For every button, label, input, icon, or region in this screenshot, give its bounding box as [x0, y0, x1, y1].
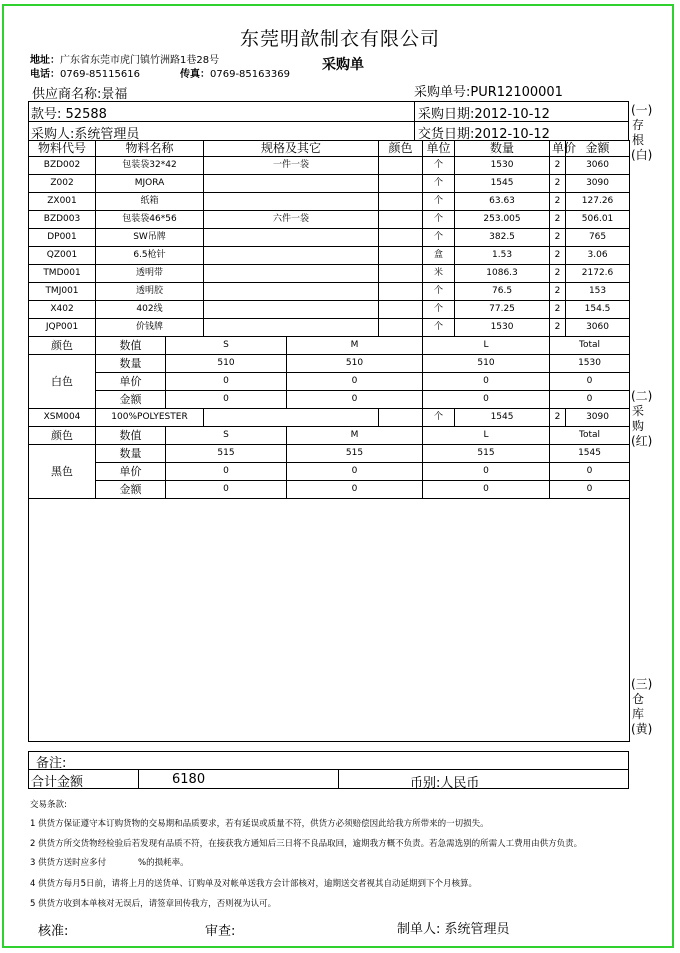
size-value-s: 0	[166, 391, 287, 409]
purchase-date-value: 2012-10-12	[474, 107, 550, 122]
item-spec	[204, 265, 379, 283]
doc-title: 采购单	[322, 57, 364, 73]
item-amount: 3060	[566, 157, 630, 175]
table-row	[29, 211, 630, 229]
col-qty: 数量	[455, 141, 550, 157]
delivery-date-label: 交货日期:	[418, 127, 475, 142]
item-unit: 个	[423, 211, 455, 229]
item-name: 价钱牌	[96, 319, 204, 337]
total-divider-1	[138, 769, 139, 789]
item-spec	[204, 301, 379, 319]
size-header-row	[29, 337, 630, 355]
total-label: 合计金额	[31, 775, 84, 790]
col-unit: 单位	[423, 141, 455, 157]
phone-value: 0769-85115616	[60, 69, 140, 80]
item-color	[379, 301, 423, 319]
style-no-value: 52588	[65, 107, 107, 122]
size-value-m: 0	[287, 373, 423, 391]
fax-line	[180, 65, 290, 80]
size-row-label: 单价	[96, 463, 166, 481]
size-row-label: 金额	[96, 481, 166, 499]
side-copy-2: (二)采购(红)	[631, 389, 653, 448]
item-spec	[204, 283, 379, 301]
item-qty: 1545	[455, 409, 550, 427]
size-row-label: 单价	[96, 373, 166, 391]
item-spec	[204, 229, 379, 247]
item-code: ZX001	[29, 193, 96, 211]
item-color	[379, 265, 423, 283]
size-value-l: 0	[423, 373, 550, 391]
item-name: 包装袋46*56	[96, 211, 204, 229]
purchase-date-label: 采购日期:	[418, 107, 475, 122]
item-code: TMJ001	[29, 283, 96, 301]
size-m: M	[287, 337, 423, 355]
total-amount: 6180	[172, 772, 206, 787]
size-value-total: 0	[550, 373, 630, 391]
term-1: 1 供货方保证遵守本订购货物的交易期和品质要求，若有延误或质量不符，供货方必须赔偿因此给我方所带来的一切损失。	[30, 819, 489, 829]
size-color-label: 颜色	[29, 427, 96, 445]
item-qty: 382.5	[455, 229, 550, 247]
table-row	[29, 193, 630, 211]
po-number-field	[414, 81, 563, 100]
item-price: 2	[550, 409, 566, 427]
item-qty: 253.005	[455, 211, 550, 229]
item-name: 6.5枪针	[96, 247, 204, 265]
item-name: 透明带	[96, 265, 204, 283]
size-s: S	[166, 337, 287, 355]
table-row	[29, 283, 630, 301]
remarks-total-box	[28, 751, 629, 789]
company-name: 东莞明歆制衣有限公司	[239, 28, 440, 50]
currency-field	[410, 772, 479, 791]
size-value-total: 0	[550, 463, 630, 481]
table-row	[29, 409, 630, 427]
size-value-row	[29, 391, 630, 409]
size-value-row	[29, 481, 630, 499]
table-row	[29, 301, 630, 319]
size-color-label: 颜色	[29, 337, 96, 355]
item-name: 包装袋32*42	[96, 157, 204, 175]
fax-label: 传真：	[180, 69, 210, 80]
maker-label: 制单人:	[397, 922, 441, 937]
size-value-total: 1530	[550, 355, 630, 373]
term-5: 5 供货方收到本单核对无误后，请签章回传我方，否则视为认可。	[30, 899, 277, 909]
col-spec: 规格及其它	[204, 141, 379, 157]
supplier-label: 供应商名称:	[32, 87, 102, 102]
item-price: 2	[550, 229, 566, 247]
item-name: 402线	[96, 301, 204, 319]
size-value-s: 0	[166, 481, 287, 499]
phone-label: 电话：	[30, 69, 60, 80]
item-code: QZ001	[29, 247, 96, 265]
size-value-row	[29, 373, 630, 391]
items-table	[28, 140, 630, 742]
item-color	[379, 193, 423, 211]
term-3-tail: %的损耗率。	[138, 858, 189, 868]
item-unit: 个	[423, 301, 455, 319]
delivery-date-value: 2012-10-12	[474, 127, 550, 142]
col-price: 单价	[550, 141, 566, 157]
size-value-s: 0	[166, 463, 287, 481]
item-amount: 3090	[566, 175, 630, 193]
col-color: 颜色	[379, 141, 423, 157]
item-amount: 153	[566, 283, 630, 301]
item-qty: 1086.3	[455, 265, 550, 283]
item-unit: 盒	[423, 247, 455, 265]
size-header-row	[29, 427, 630, 445]
buyer-label: 采购人:	[31, 127, 75, 142]
table-row	[29, 247, 630, 265]
term-4: 4 供货方每月5日前，请将上月的送货单、订购单及对帐单送我方会计部核对，逾期送交者视其自动延期到下个月核算。	[30, 879, 478, 889]
item-color	[379, 283, 423, 301]
col-code: 物料代号	[29, 141, 96, 157]
size-color-value: 白色	[29, 355, 96, 409]
item-price: 2	[550, 193, 566, 211]
header-vdivider	[414, 101, 415, 141]
table-row	[29, 157, 630, 175]
size-l: L	[423, 337, 550, 355]
size-value-l: 510	[423, 355, 550, 373]
term-3: 3 供货方送时应多付	[30, 858, 107, 868]
item-name: 纸箱	[96, 193, 204, 211]
item-unit: 个	[423, 229, 455, 247]
item-qty: 1530	[455, 319, 550, 337]
item-code: JQP001	[29, 319, 96, 337]
size-value-s: 510	[166, 355, 287, 373]
size-total: Total	[550, 427, 630, 445]
po-number-label: 采购单号:	[414, 85, 471, 100]
item-qty: 63.63	[455, 193, 550, 211]
item-color	[379, 319, 423, 337]
item-code: BZD003	[29, 211, 96, 229]
item-code: DP001	[29, 229, 96, 247]
item-code: TMD001	[29, 265, 96, 283]
currency-value: 人民币	[440, 776, 480, 791]
item-spec	[204, 409, 379, 427]
size-total: Total	[550, 337, 630, 355]
buyer-value: 系统管理员	[74, 127, 140, 142]
purchase-date-field	[418, 103, 550, 122]
item-unit: 个	[423, 157, 455, 175]
item-code: X402	[29, 301, 96, 319]
item-unit: 个	[423, 175, 455, 193]
item-name: 透明胶	[96, 283, 204, 301]
item-amount: 506.01	[566, 211, 630, 229]
table-row	[29, 175, 630, 193]
side-copy-3: (三)仓库(黄)	[631, 677, 653, 736]
item-price: 2	[550, 283, 566, 301]
item-amount: 3.06	[566, 247, 630, 265]
size-value-row	[29, 463, 630, 481]
item-spec	[204, 193, 379, 211]
style-no-label: 款号:	[31, 107, 62, 122]
approve-label: 核准:	[38, 924, 69, 939]
size-value-s: 0	[166, 373, 287, 391]
size-value-l: 515	[423, 445, 550, 463]
item-code: BZD002	[29, 157, 96, 175]
item-name: MJORA	[96, 175, 204, 193]
item-amount: 154.5	[566, 301, 630, 319]
size-value-m: 0	[287, 481, 423, 499]
size-row-label: 金额	[96, 391, 166, 409]
item-color	[379, 409, 423, 427]
item-price: 2	[550, 301, 566, 319]
item-amount: 765	[566, 229, 630, 247]
item-unit: 米	[423, 265, 455, 283]
item-price: 2	[550, 265, 566, 283]
maker-value: 系统管理员	[444, 922, 510, 937]
item-name: SW吊牌	[96, 229, 204, 247]
item-amount: 3060	[566, 319, 630, 337]
item-amount: 127.26	[566, 193, 630, 211]
term-2: 2 供货方所交货物经检验后若发现有品质不符，在接获我方通知后三日将不良品取回，逾期我方概不负责。若急需选别的所需人工费用由供方负责。	[30, 839, 583, 849]
table-row	[29, 265, 630, 283]
item-code: XSM004	[29, 409, 96, 427]
supplier-field	[32, 83, 127, 102]
col-name: 物料名称	[96, 141, 204, 157]
item-unit: 个	[423, 283, 455, 301]
total-divider-2	[338, 769, 339, 789]
item-price: 2	[550, 175, 566, 193]
item-spec	[204, 319, 379, 337]
remarks-divider	[28, 769, 629, 770]
size-l: L	[423, 427, 550, 445]
address-line	[30, 51, 219, 66]
item-spec: 一件一袋	[204, 157, 379, 175]
size-value-row	[29, 445, 630, 463]
item-color	[379, 229, 423, 247]
item-price: 2	[550, 157, 566, 175]
empty-area	[29, 499, 630, 742]
review-label: 审查:	[205, 924, 236, 939]
size-value-total: 0	[550, 481, 630, 499]
item-price: 2	[550, 319, 566, 337]
item-price: 2	[550, 247, 566, 265]
size-value-l: 0	[423, 463, 550, 481]
item-unit: 个	[423, 319, 455, 337]
fax-value: 0769-85163369	[210, 69, 290, 80]
item-amount: 2172.6	[566, 265, 630, 283]
maker-field	[397, 918, 510, 937]
item-qty: 1530	[455, 157, 550, 175]
phone-line	[30, 65, 140, 80]
address-label: 地址：	[30, 55, 60, 66]
size-value-s: 515	[166, 445, 287, 463]
item-price: 2	[550, 211, 566, 229]
item-name: 100%POLYESTER	[96, 409, 204, 427]
item-color	[379, 175, 423, 193]
size-value-total: 0	[550, 391, 630, 409]
item-code: Z002	[29, 175, 96, 193]
item-color	[379, 247, 423, 265]
item-qty: 1545	[455, 175, 550, 193]
size-value-l: 0	[423, 391, 550, 409]
size-value-total: 1545	[550, 445, 630, 463]
table-empty-area	[29, 499, 630, 742]
size-value-l: 0	[423, 481, 550, 499]
size-value-row	[29, 355, 630, 373]
item-unit: 个	[423, 193, 455, 211]
size-s: S	[166, 427, 287, 445]
size-color-value: 黑色	[29, 445, 96, 499]
size-data-label: 数值	[96, 337, 166, 355]
table-row	[29, 319, 630, 337]
item-amount: 3090	[566, 409, 630, 427]
po-number-value: PUR12100001	[470, 85, 563, 100]
size-value-m: 0	[287, 391, 423, 409]
supplier-value: 景福	[101, 87, 128, 102]
item-spec	[204, 175, 379, 193]
terms-title: 交易条款:	[30, 800, 67, 810]
size-value-m: 515	[287, 445, 423, 463]
size-data-label: 数值	[96, 427, 166, 445]
remarks-label: 备注:	[36, 756, 67, 771]
size-value-m: 0	[287, 463, 423, 481]
size-row-label: 数量	[96, 445, 166, 463]
item-qty: 1.53	[455, 247, 550, 265]
size-row-label: 数量	[96, 355, 166, 373]
col-amount: 金额	[566, 141, 630, 157]
item-color	[379, 157, 423, 175]
item-spec: 六件一袋	[204, 211, 379, 229]
size-value-m: 510	[287, 355, 423, 373]
item-unit: 个	[423, 409, 455, 427]
address-value: 广东省东莞市虎门镇竹洲路1巷28号	[60, 55, 220, 66]
item-qty: 76.5	[455, 283, 550, 301]
size-m: M	[287, 427, 423, 445]
style-no-field	[31, 103, 107, 122]
item-qty: 77.25	[455, 301, 550, 319]
table-header-row	[29, 141, 630, 157]
currency-label: 币别:	[410, 776, 441, 791]
item-spec	[204, 247, 379, 265]
table-row	[29, 229, 630, 247]
side-copy-1: (一)存根(白)	[631, 103, 653, 162]
item-color	[379, 211, 423, 229]
